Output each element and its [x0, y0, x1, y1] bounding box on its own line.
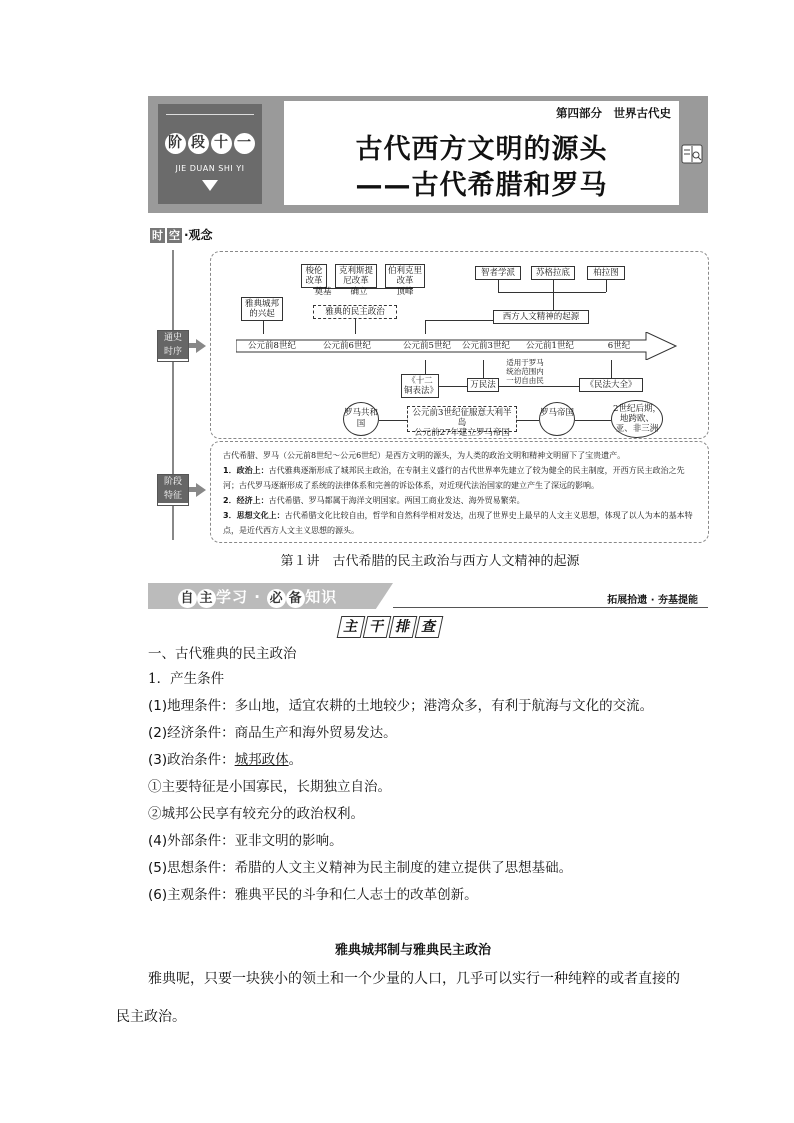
- stage-label: 顶峰: [396, 287, 414, 297]
- arrow-right-icon: [196, 483, 206, 497]
- traits-intro: 古代希腊、罗马（公元前8世纪～公元6世纪）是西方文明的源头，为人类的政治文明和精神文明留下了宝贵遗产。: [223, 451, 626, 460]
- study-banner: [148, 583, 708, 609]
- reading-title: 雅典城邦制与雅典民主政治: [334, 943, 491, 958]
- study-right-label: 拓展拾遗 · 夯基提能: [607, 595, 698, 606]
- page-title: 古代西方文明的源头: [355, 134, 608, 165]
- twelve-tables: 《十二铜表法》: [401, 374, 439, 398]
- axis-label: 公元前8世纪: [248, 341, 296, 351]
- title-panel: [284, 101, 679, 205]
- list-item: ①主要特征是小国寡民，长期独立自治。: [148, 779, 391, 795]
- jus-gentium-note: 适用于罗马统治范围内一切自由民: [506, 358, 544, 385]
- jus-gentium: 万民法: [467, 378, 499, 392]
- tag-jieduan-tezheng: 阶段 特征: [157, 474, 189, 506]
- roman-empire: 罗马帝国: [539, 402, 575, 436]
- tag-tongshi-shixu: 通史 时序: [157, 330, 189, 362]
- badge-title: 阶 段 十 一: [158, 132, 262, 154]
- sub-heading: 1．产生条件: [148, 671, 225, 687]
- timeline-diagram: [210, 251, 709, 439]
- athens-democracy: 雅典的民主政治: [313, 305, 397, 319]
- section-heading: 一、古代雅典的民主政治: [148, 646, 297, 662]
- list-item: ②城邦公民享有较充分的政治权利。: [148, 806, 364, 822]
- plato: 柏拉图: [587, 266, 625, 280]
- axis-label: 公元前6世纪: [323, 341, 371, 351]
- list-item: (4)外部条件：亚非文明的影响。: [148, 833, 343, 849]
- list-item: (3)政治条件：城邦政体。: [148, 752, 303, 768]
- stage-badge: [158, 104, 262, 204]
- main-check-tabs: 主 干 排 查: [339, 616, 443, 638]
- lesson-title: 第１讲 古代希腊的民主政治与西方人文精神的起源: [280, 554, 580, 569]
- page-subtitle: ——古代希腊和罗马: [355, 170, 608, 201]
- reform-pericles: 伯利克里改革: [385, 264, 425, 288]
- reform-cleisthenes: 克利斯提尼改革: [335, 264, 377, 288]
- humanism-origin: 西方人文精神的起源: [493, 310, 589, 324]
- triangle-down-icon: [202, 180, 218, 191]
- empire-note: 2世纪后期，地跨欧、亚、非三洲: [611, 400, 663, 438]
- section-heading-time-space: 时 空 ·观念: [152, 228, 213, 242]
- athens-rise: 雅典城邦的兴起: [241, 297, 283, 321]
- axis-label: 公元前1世纪: [526, 341, 574, 351]
- reading-paragraph: 雅典呢，只要一块狭小的领土和一个少量的人口，几乎可以实行一种纯粹的或者直接的: [148, 971, 680, 987]
- stage-label: 奠基: [314, 287, 332, 297]
- traits-politics: 古代雅典逐渐形成了城邦民主政治，在专制主义盛行的古代世界率先建立了较为健全的民主制度，开西方民主政治之先河；古代罗马逐渐形成了系统的法律体系和完善的诉讼体系，对近现代法治国家的建立产生了深远的影响。: [223, 466, 685, 490]
- list-item: (2)经济条件：商品生产和海外贸易发达。: [148, 725, 397, 741]
- stage-traits-box: 古代希腊、罗马（公元前8世纪～公元6世纪）是西方文明的源头，为人类的政治文明和精神文明留下了宝贵遗产。 1．政治上：古代雅典逐渐形成了城邦民主政治，在专制主义盛行的古代世界率先建立了较为健全的民主制度，开西方民主政治之先河；古代罗马逐渐形成了系统的法律体系和完善的诉讼体系，对近现代法治国家的建立产生了深远的影响。 2．经济上：古代希腊、罗马都属于海洋文明国家。两国工商业发达、海外贸易繁荣。 3．思想文化上：古代希腊文化比较自由，哲学和自然科学相对发达，出现了世界史上最早的人文主义思想，体现了以人为本的基本特点，是近代西方人文主义思想的源头。: [210, 441, 709, 543]
- sophists: 智者学派: [475, 266, 521, 280]
- badge-pinyin: JIE DUAN SHI YI: [175, 164, 245, 173]
- list-item: (6)主观条件：雅典平民的斗争和仁人志士的改革创新。: [148, 887, 478, 903]
- arrow-right-icon: [196, 339, 206, 353]
- part-label: 第四部分 世界古代史: [556, 106, 671, 120]
- traits-economy: 古代希腊、罗马都属于海洋文明国家。两国工商业发达、海外贸易繁荣。: [268, 496, 525, 505]
- traits-culture: 古代希腊文化比较自由，哲学和自然科学相对发达，出现了世界史上最早的人文主义思想，体现了以人为本的基本特点，是近代西方人文主义思想的源头。: [223, 511, 693, 535]
- roman-republic: 罗马共和国: [343, 402, 379, 436]
- conquest-notes: 公元前3世纪征服意大利半岛 公元前27年建立罗马帝国: [407, 406, 517, 432]
- axis-label: 6世纪: [607, 341, 631, 351]
- axis-label: 公元前3世纪: [462, 341, 510, 351]
- list-item: (5)思想条件：希腊的人文主义精神为民主制度的建立提供了思想基础。: [148, 860, 573, 876]
- study-label: 自 主 学习 · 必 备 知识: [178, 586, 337, 608]
- reform-solon: 梭伦改革: [301, 264, 327, 288]
- reading-paragraph: 民主政治。: [116, 1009, 186, 1025]
- book-search-icon: [681, 143, 703, 165]
- socrates: 苏格拉底: [531, 266, 575, 280]
- stage-label: 确立: [350, 287, 368, 297]
- list-item: (1)地理条件：多山地，适宜农耕的土地较少；港湾众多，有利于航海与文化的交流。: [148, 698, 654, 714]
- corpus-juris: 《民法大全》: [579, 378, 643, 392]
- axis-label: 公元前5世纪: [403, 341, 451, 351]
